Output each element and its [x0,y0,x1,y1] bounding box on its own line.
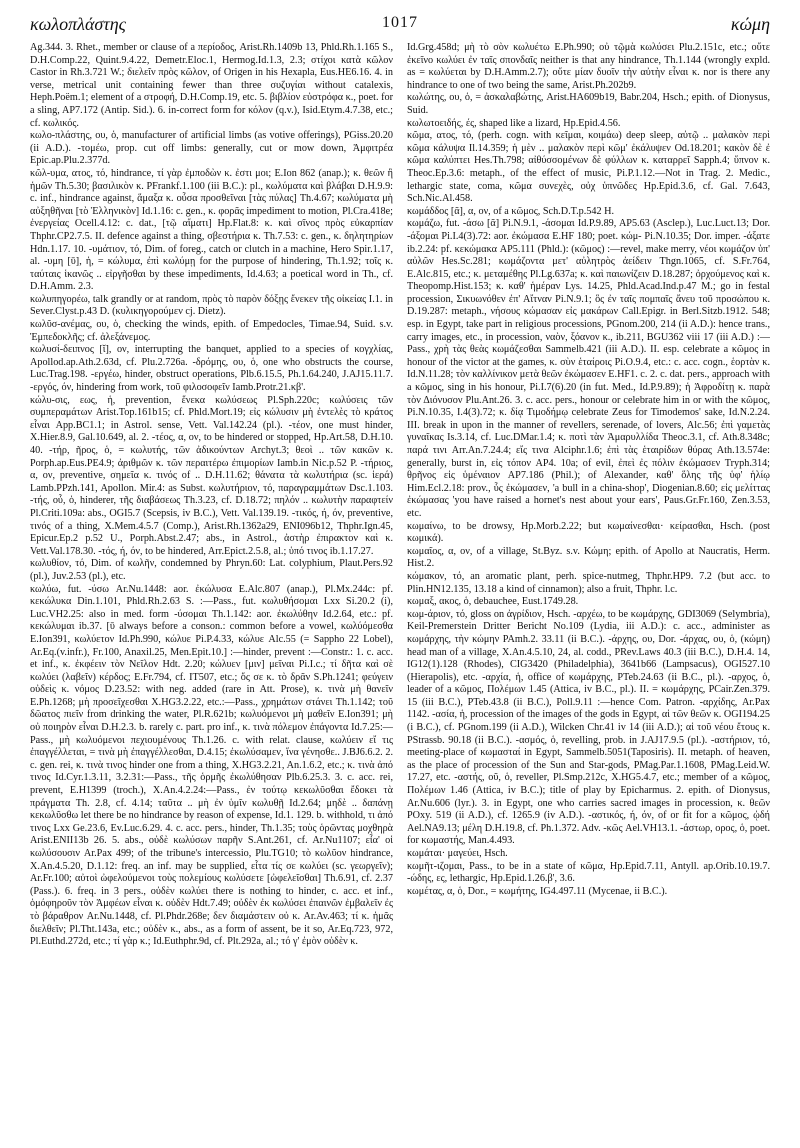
running-header [30,14,770,40]
dictionary-entry: κωμάδδος [ᾶ], α, ον, of a κῶμος, Sch.D.T.p.542 H. [407,205,615,217]
dictionary-entry: κωμῆτ-ιζομαι, Pass., to be in a state of κῶμα, Hp.Epid.7.11, Antyll. ap.Orib.10.19.7. -ώδης, ες, lethargic, Hp.Epid.1.26.β', 3.6. [407,860,770,885]
header-first-headword: κωλοπλάστης [30,14,126,34]
dictionary-entry: κωμάζω, fut. -άσω [ᾶ] Pi.N.9.1, -άσομαι Id.P.9.89, AP5.63 (Asclep.), Luc.Luct.13; Dor. -άξομαι Pi.I.4(3).72: aor. ἐκώμασα E.HF 180; poet. κώμ- Pi.N.10.35; Dor. imper. -άξατε ib.2.24: pf. κεκώμακα AP5.111 (Phld.): (κῶμος) :—revel, make merry, νέοι κωμάζον ὑπ' αὐλῶν Hes.Sc.281; κωμάζοντα μετ' αὐλητρὸς ἀείδειν Thgn.1065, cf. S.Fr.764, E.Alc.815, etc.; κ. μεταμέθης Pl.Lg.637a; κ. καὶ παιωνίζειν D.18.287; ὀρχούμενος καὶ κ. Theopomp.Hist.153; κ. καθ' ἡμέραν Lys. 14.25, Phld.Acad.Ind.p.47 M.; go in festal procession, Σικυωνόθεν ἐπ' Αἴτναν Pi.N.9.1; ὃς ἐν ταῖς πομπαῖς ἄνευ τοῦ προσώπου κ. D.19.287: metaph., νήσους κώμασαν εἰς μακάρων Call.Epigr. in Berl.Sitzb.1912. 548; esp. in Egypt, take part in religious processions, PGnom.200, 214 (ii A.D.): hence trans., carry images, etc., in procession, ναὸν, ξόανον κ., ib.211, BGU362 viii 17 (iii A.D.) :—Pass., χρὴ τὰς θεὰς κωμάζεσθαι Sammelb.421 (iii A.D.). II. esp. celebrate a κῶμος in honour of the victor at the games, κ. σὺν ἑταίροις Pi.O.9.4, etc.: c. acc. cogn., ἑορτὰν κ. Id.N.11.28; τὸν καλλίνικον μετὰ θεῶν ἐκώμασεν E.HF1. c. 2. c. dat. pers., approach with a κῶμος, sing in his honour, Pi.I.7(6).20 (in fut. Med., Id.P.9.89); ἡ Ἀφροδίτῃ κ. παρὰ τὸν Διόνυσον Plu.Ant.26. 3. c. acc. pers., honour or celebrate him in or with the κῶμος, Pi.N.10.35, I.4(3).72; κ. δίᾳ Τιμοδήμῳ celebrate Zeus for Timodemos' sake, Id.N.2.24. III. break in upon in the manner of revellers, serenade, of lovers, Alc.56; ἐπὶ γαμετὰς γυναῖκας Is.3.14, cf. Luc.DMar.1.4; κ. ποτὶ τὰν Ἀμαρυλλίδα Theoc.3.1, cf. Ath.8.348c; παρά τινι Arr.An.7.24.4; εἴς τινα Alciphr.1.6; ἐπὶ τὰς ἑταιρίδων θύρας Ath.13.574e: generally, burst in, εἰς τόπον AP4. 10a; of evil, ἐπεὶ ἐς πόλιν ἐκώμασεν Tryph.314; θρῆνος εἰς ὑμέναιον AP7.186 (Phil.); of Alexander, καθ' ὅλης τῆς ὑφ' ἡλίῳ Him.Ecl.2.18: prov., ὗς ἐκώμασεν, 'a bull in a china-shop', Diogenian.8.60; εἰς μελίττας ἐκώμασας 'you have raised a hornet's nest about your ears', Paus.Gr.Fr.160, Zen.3.53, etc. [407,218,770,519]
dictionary-entry: κωμ-άριον, τό, gloss on ἀγρίδιον, Hsch. -αρχέω, to be κωμάρχης, GDI3069 (Selymbria), Keil-Premerstein Dritter Bericht No.109 (Lydia, iii A.D.): c. acc., administer as κωμάρχης, τὴν κώμην PAmh.2. 33.11 (ii B.C.). -άρχης, ου, Dor. -άρχας, ου, ὁ, (κώμη) head man of a village, X.An.4.5.10, 24, al. codd., PRev.Laws 40.3 (iii B.C.), D.H.4. 14, IG12(1).128 (Rhodes), CIG3420 (Philadelphia), 3641b66 (Lampsacus), OGI527.10 (Hierapolis), etc. -αρχία, ἡ, office of κωμάρχης, PTeb.24.63 (ii B.C., pl.). -αρχος, ὁ, leader of a κῶμος, Πολέμων 1.45 (Attica, iv B.C., pl.). II. = κωμάρχης, PCair.Zen.379. 15 (iii B.C.), PTeb.43.8 (ii B.C.), Poll.9.11 :—hence Com. Patron. -αρχίδης, Ar.Pax 1142. -ασία, ἡ, procession of the images of the gods in Egypt, αἱ τῶν θεῶν κ. OGI194.25 (i B.C.), cf. PGnom.199 (ii A.D.), Wilcken Chr.41 iv 14 (iii A.D.); αἱ τοῦ νέου ἔτους κ. PStrassb. 90.18 (ii B.C.). -ασμός, ὁ, revelling, prob. in J.AJ17.9.5 (pl.). -αστήριον, τό, meeting-place of κωμασταί in Egypt, Sammelb.5051(Taposiris). II. metaph. of heaven, as the place of procession of the Sun and Star-gods, PMag.Par.1.1608, PMag.Leid.W. 17.27, etc. -αστής, οῦ, ὁ, reveller, Pl.Smp.212c, X.HG5.4.7, etc.; member of a κῶμος, Πολέμων 1.46 (Attica, iv B.C.); title of play by Epicharmus. 2. epith. of Dionysus, Ar.Nu.606 (lyr.). 3. in Egypt, one who carries sacred images in procession, κ. θεῶν POxy. 519 (ii A.D.), cf. 1265.9 (iv A.D.). -αστικός, ή, όν, of or fit for a κῶμος, ᾠδή Ael.NA9.13; μέλη D.H.19.8, cf. Ph.1.372. Adv. -κῶς Ael.VH13.1. -άστωρ, ορος, ὁ, poet. for κωμαστής, Man.4.493. [407,608,770,847]
dictionary-entry: κωλυσί-δειπνος [ῐ], ον, interrupting the banquet, applied to a species of κογχλίας, Apollod.ap.Ath.2.63d, cf. Plu.2.726a. -δρόμης, ου, ὁ, one who obstructs the course, Luc.Trag.198. -εργέω, hinder, obstruct operations, Plb.6.15.5, Ph.1.64.240, J.AJ15.11.7. -εργός, όν, hindering from work, τοῦ φιλοσοφεῖν Iamb.Protr.21.κβ'. [30,344,393,394]
dictionary-entry: κωλυπηγορέω, talk grandly or at random, πρὸς τὸ παρὸν δόξῃς ἔνεκεν τῆς οἰκείας I.1. in Sever.Clyst.p.43 D. (κυλικηγορούμεν cj. Dietz). [30,293,393,318]
dictionary-entry: κώλυ-σις, εως, ἡ, prevention, ἕνεκα κωλύσεως Pl.Sph.220c; κωλύσεις τῶν συμπεραμάτων Arist.Top.161b15; cf. Phld.Mort.19; εἰς κώλυσιν μὴ ἐντελὲς τὸ κράτος εἶναι App.BC1.1; in Astrol. sense, Vett. Val.142.24 (pl.). -τέον, one must hinder, X.Hier.8.9, Gal.10.649, al. 2. -τέος, α, ον, to be hindered or stopped, Hp.Art.58, D.H.10. 40. -τήρ, ῆρος, ὁ, = κωλυτής, τῶν ἀδικούντων Archyt.3; θεοὶ .. τῶν κακῶν κ. Porph.ap.Eus.PE4.9; ἀριθμῶν κ. τῶν περαιτέρω ἐπιμορίων Iamb.in Nic.p.52 P. -τήριος, α, ον, preventive, σημεῖα κ. τινός of .. D.H.11.62; θάνατα τὰ κωλυτήρια (sc. ἱερά) Lamb.PPzh.141, Apollon. Mir.4: as Subst. κωλυτήριον, τό, παραγραμμάτων Dsc.1.103. -τής, οὖ, ὁ, hinderer, τῆς διαβάσεως Th.3.23, cf. D.18.72; πηλόν .. κωλυτὴν παραφτείν Pl.Criti.109a: abs., OGI5.7 (Scepsis, iv B.C.), Vett. Val.139.19. -τικός, ή, όν, preventive, τινός of a thing, X.Mem.4.5.7 (Comp.), Arist.Rh.1362a29, ENI096b12, Thphr.Ign.45, Epicur.Ep.2 p.52 U., Porph.Abst.2.47; abs., in Astrol., ἀστὴρ ἐπιρακτον καὶ κ. Vett.Val.178.30. -τός, ή, όν, to be hindered, Arr.Epict.2.5.8, al.; ὑπό τινος ib.1.17.27. [30,394,393,557]
page-number: 1017 [382,14,418,31]
dictionary-entry: κωμάται· μαγεύει, Hsch. [407,848,508,859]
dictionary-entry: κώμακον, τό, an aromatic plant, perh. spice-nutmeg, Thphr.HP9. 7.2 (but acc. to Plin.HN12.135, 13.18 a kind of cinnamon); also a fruit, Thphr. l.c. [407,570,770,595]
dictionary-entry: κωλῦσ-ανέμας, ου, ὁ, checking the winds, epith. of Empedocles, Timae.94, Suid. s.v. Ἐμπεδοκλῆς; cf. ἀλεξάνεμος. [30,319,393,343]
dictionary-entry: κωλυθίον, τό, Dim. of κωλῆν, condemned by Phryn.60: Lat. colyphium, Plaut.Pers.92 (pl.), Juv.2.53 (pl.), etc. [30,558,393,582]
dictionary-columns [30,42,770,1136]
dictionary-entry: κωλώτης, ου, ὁ, = ἀσκαλαβώτης, Arist.HA609b19, Babr.204, Hsch.; epith. of Dionysus, Suid. [407,92,770,116]
dictionary-entry: κωμέτας, α, ὁ, Dor., = κωμήτης, IG4.497.11 (Mycenae, ii B.C.). [407,885,668,897]
dictionary-entry: Ag.344. 3. Rhet., member or clause of a περίοδος, Arist.Rh.1409b 13, Phld.Rh.1.165 S., D.H.Comp.22, Quint.9.4.22, Demetr.Eloc.1, Hermog.Id.1.3, 2.3; στίχοι κατὰ κῶλον Castor in Rh.3.721 W.; διελεῖν πρὸς κῶλον, of Origen in his Hexapla, Eus.HE6.16. 4. in verse, metrical unit containing fewer than three συζυγίαι without catalexis, Heph.Poëm.1; element of a στροφή, D.H.Comp.19, etc. 5. βιβλίον εὐστρόφα κ., poet. for a sling, AP7.172 (Antip. Sid.). 6. in-correct form for κόλον (q.v.), Isid.Etym.4.7.38, etc.; cf. κωλικός. [30,42,393,129]
dictionary-entry: κωλύω, fut. -ύσω Ar.Nu.1448: aor. ἐκώλυσα E.Alc.807 (anap.), Pl.Mx.244c: pf. κεκώλυκα Din.1.101, Phld.Rh.2.63 S. :—Pass., fut. κωλυθήσομαι Lxx Si.20.2 (i), Luc.VH2.25: also in med. form -ύσομαι Th.1.142: aor. ἐκωλύθην Id.2.64, etc.: pf. κεκώλυμαι ib.37. [ῡ always before a conson.: common before a vowel, κωλύόμεσθα E.Ion391, κωλύετον Id.Ph.990, κώλυε Pi.P.4.33, κώλυε Alc.55 (= Sappho 22 Lobel), Ar.Eq.(v.infr.), Fr.100, Anaxil.25, Men.Epit.10.] :—hinder, prevent :—Constr.: 1. c. acc. et inf., κ. ἐκφέειν τὸν Νεῖλον Hdt. 2.20; κώλυεν [μιν] μεῖναι Pi.I.c.; τί δῆτα καὶ σὲ κωλύει (λαβεῖν) κέρδος; E.Fr.794, cf. IT507, etc.; ὅς σε κ. τὸ δρᾶν S.Ph.1241; φεύγειν οὐδεὶς κ. νόμος D.23.52: with neg. added (rare in Att. Prose), κ. τινὰ μὴ θανεῖν E.Ph.1268; μὴ προσεῖχεσθαι X.HG3.2.22, etc.:—Pass., χρημάτων στάνει Th.1.142; τοῦ δῶατος πιεῖν from drinking the water, Pl.R.621b; κωλυόμενοι μὴ μαθεῖν E.Ion391; μὴ οὐ ποιηρὸν εἶναι D.H.2.3. b. rarely c. part. pro inf., κ. τινὰ πόλεμον ἐπάγοντα Id.7.25:—Pass., μὴ κωλυόμενοι πεχιουμένους Th.1.26. c. with relat. clause, κωλύειν εἴ τις ἐπαγγέλλεται, = τινὰ μὴ ἐπαγγέλλεσθαι, D.4.15; ἐκωλύσαμεν, ἵνα γένησθε.. J.BJ6.6.2. 2. c. gen. rei, κ. τινὰ τινος hinder one from a thing, X.HG3.2.21, An.1.6.2, etc.; κ. τινὰ ἀπό τινος Id.Cyr.1.3.11, 3.2.31:—Pass., τῆς ὁρμῆς ἐκωλύθησαν Plb.6.25.3. 3. c. acc. rei, prevent, E.H1399 (troch.), X.An.4.2.24:—Pass., ἐν τούτῳ κεκωλῦσθαι ἔδοκει τὰ πράγματα Th. 2.8, cf. 4.14; ταῦτα .. μὴ ἐν ὑμῖν κωλυθῇ Id.2.64; μηδὲ .. δαπάνῃ κεκωλῦσθω let there be no hindrance by reason of expense, Id.1. 129. b. withhold, τι ἀπό τινος Lxx Ge.23.6, Ev.Luc.6.29. 4. c. acc. pers., hinder, Th.1.35; τοὺς ὁρῶντας μοχθηρὰ Arist.ENII13b 26. 5. abs., οὐδὲ κωλύσων παρῆν S.Ant.261, cf. Ar.Nu1107; εἶα' οἱ κωλύσουσιν Ar.Pax 499; of the tribune's intercessio, Plu.TG10; τὸ κωλῦον hindrance, X.An.4.5.20, D.1.12: freq. an inf. may be supplied, εἶτα τίς σε κωλύει (sc. γεωργεῖν); Ar.Fr.100; αὐτοὶ ὠφελούμενοι τοὺς πολεμίους κωλύσετε [ὠφελεῖσθαι] Th.6.91, cf. 2.37 (Pass.). 6. freq. in 3 pers., οὐδὲν κωλύει there is nothing to hinder, c. acc. et inf., ὁμόφηροῦν τὸν Ἀμφέων εἶναι κ. οὐδὲν Hdt.7.49; οὐδὲν ἐκ κωλύσει ἐπαινῶν ἐμβαλεῖν ἐς τὸ βάραθρον Ar.Nu.1448, cf. Pl.Phdr.268e; δεν διαμάστειν οὐ κ. Ar.Av.463; τί κ. ἡμᾶς διελθεῖν; Pl.Tht.143a, etc.; οὐδὲν κ., abs., as a form of assent, be it so, Ar.Eq.723, 972, Pl.Euthd.272d, etc.; τί γὰρ κ.; Id.Euthphr.9d, cf. Plt.292a, al.; τό γ' ἐμὸν οὐδὲν κ. [30,583,393,948]
dictionary-entry: κωμαῖος, α, ον, of a village, St.Byz. s.v. Κώμη; epith. of Apollo at Naucratis, Herm. Hist.2. [407,545,770,570]
dictionary-entry: κωμαίνω, to be drowsy, Hp.Morb.2.22; but κωμαίνεσθαι· κείρασθαι, Hsch. (post κωμικά). [407,520,770,545]
dictionary-entry: κωλο-πλάστης, ου, ὁ, manufacturer of artificial limbs (as votive offerings), PGiss.20.20 (ii A.D.). -τομέω, prop. cut off limbs: generally, cut or mow down, Ἀμφιτρέα Epic.ap.Plu.2.377d. [30,130,393,167]
right-column [407,42,770,1136]
dictionary-entry: κῶμα, ατος, τό, (perh. cogn. with κεῖμαι, κοιμάω) deep sleep, αὐτῷ .. μαλακὸν περὶ κῶμα κάλυψα Il.14.359; ἡ μὲν .. μαλακὸν περὶ κῶμ' ἐκάλυψεν Od.18.201; κακὸν δὲ ἐ κῶμα καλύπτει Hes.Th.798; αἰθύσσομένων δὲ φύλλων κ. καταρρεῖ Sapph.4; ὕπνον κ. Theoc.Ep.3.6: metaph., of the effect of music, Pi.P.1.12.—Not in Trag. 2. Medic., lethargic state, coma, κῶμα συνεχὲς, οὐχ ὑπνῶδες Hp.Epid.3.6, cf. Gal. 7.643, Sch.Nic.Al.458. [407,130,770,205]
dictionary-entry: κωμαξ, ακος, ὁ, debauchee, Eust.1749.28. [407,596,579,608]
dictionary-entry: κωλωτοειδής, ές, shaped like a lizard, Hp.Epid.4.56. [407,117,621,129]
header-last-headword: κώμη [730,14,770,34]
left-column [30,42,393,1136]
dictionary-entry: Id.Grg.458d; μὴ τὸ σὸν κωλυέτω E.Ph.990; οὐ τῷμὰ κωλύσει Plu.2.151c, etc.; οὔτε ἐκεῖνο κωλύει ἐν ταῖς σπονδαῖς neither is that any hindrance, Th.1.144 (wrongly expld. as = κωλύεται by D.H.Amm.2.7); οὔτε μίαν δυοῖν τὴν αὐτὴν εἶναι κ. nor is there any hindrance to one of two being the same, Arist.Ph.202b9. [407,42,770,91]
dictionary-entry: κῶλ-υμα, ατος, τό, hindrance, τί γὰρ ἐμποδὼν κ. ἐστι μοι; E.Ion 862 (anap.); κ. θεῶν ἢ ἡμῶν Th.5.30; βασιλικὸν κ. PFrankf.1.100 (iii B.C.): pl., κωλύματα καὶ βλάβαι D.H.9.9: c. inf., hindrance against, ἅμαξα κ. οὖσα προσθεῖναι [τὰς πύλας] Th.4.67; κωλύματα μὴ αὐξηθῆναι [τὸ Ἑλληνικὸν] Id.1.16: c. gen., κ. φορᾶς impediment to motion, Pl.Cra.418e; ἐνεργείας Ocell.4.12: c. dat., [τῷ αἵματι] Hp.Flat.8: κ. καὶ σῖνος πρὸς εὐκαρπίαν Thphr.CP2.7.5. II. defence against a thing, σβεστήρια κ. Th.7.53: c. gen., κ. δηλητηρίων Hdn.1.17. 10. -υμάτιον, τό, Dim. of foreg., catch or clutch in a machine, Hero Spir.1.17, al. -υμη [ῡ], ἡ, = κώλυμα, ἐπὶ κωλύμῃ for the purpose of hindering, Th.1.92; τοῖς κ. ταύταις ἱκανῶς .. εἰργῆσθαι by these impediments, Id.4.63; a poetical word in Th., cf. D.H.Amm. 2.3. [30,167,393,293]
